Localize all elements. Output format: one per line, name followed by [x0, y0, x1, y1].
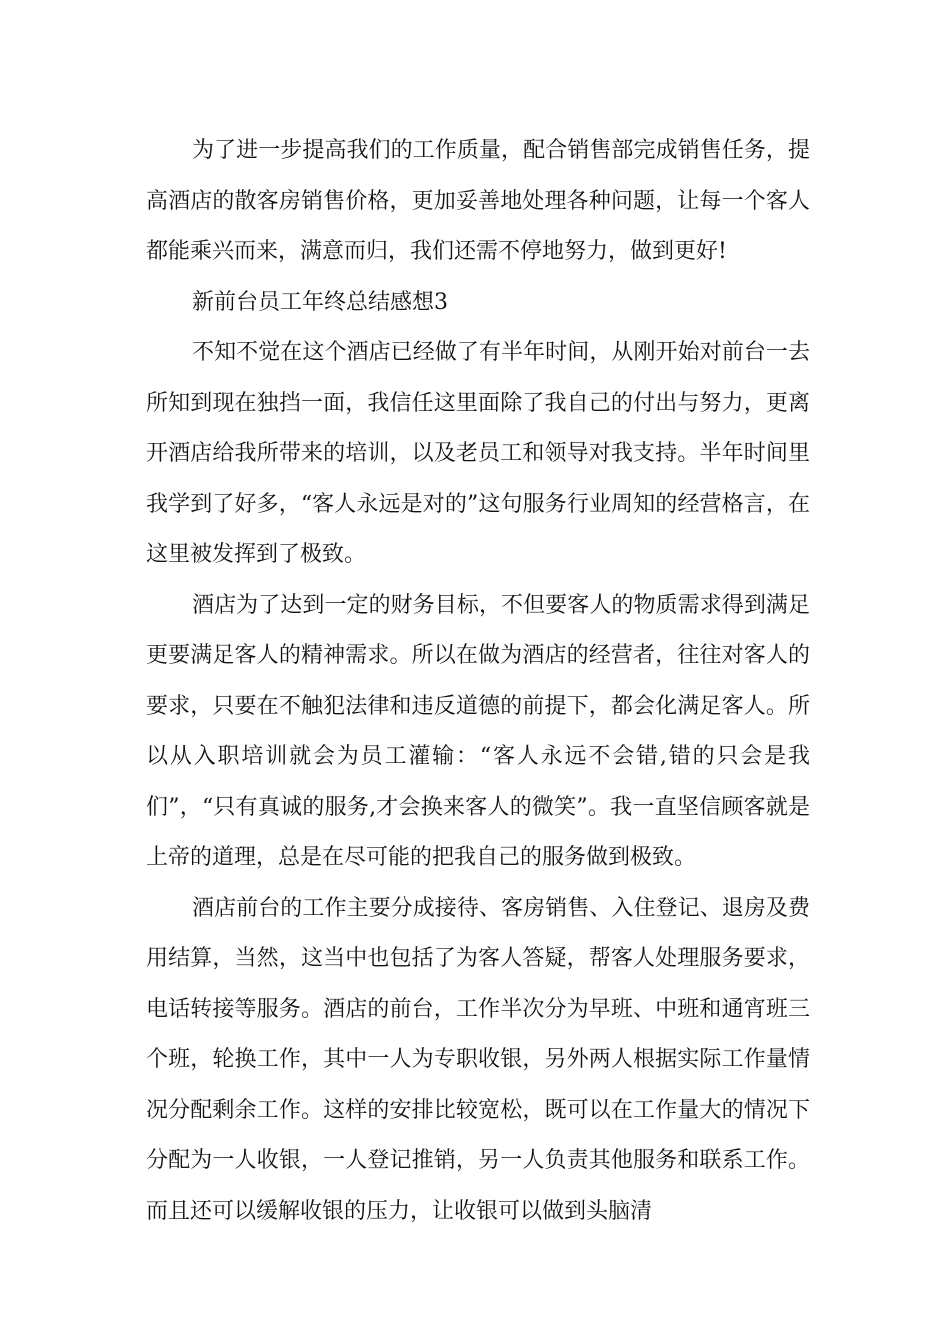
- document-body: [146, 126, 810, 1237]
- paragraph-2: 不知不觉在这个酒店已经做了有半年时间，从刚开始对前台一去所知到现在独挡一面，我信任这里面除了我自己的付出与努力，更离开酒店给我所带来的培训，以及老员工和领导对我支持。半年时间里我学到了好多，“客人永远是对的”这句服务行业周知的经营格言，在这里被发挥到了极致。: [146, 340, 810, 567]
- paragraph-1: 为了进一步提高我们的工作质量，配合销售部完成销售任务，提高酒店的散客房销售价格，更加妥善地处理各种问题，让每一个客人都能乘兴而来，满意而归，我们还需不停地努力，做到更好!: [146, 138, 810, 264]
- paragraph-3: 酒店为了达到一定的财务目标，不但要客人的物质需求得到满足更要满足客人的精神需求。所以在做为酒店的经营者，往往对客人的要求，只要在不触犯法律和违反道德的前提下，都会化满足客人。所以从入职培训就会为员工灌输：“客人永远不会错,错的只会是我们”，“只有真诚的服务,才会换来客人的微笑”。我一直坚信顾客就是上帝的道理，总是在尽可能的把我自己的服务做到极致。: [146, 592, 810, 870]
- section-heading: 新前台员工年终总结感想3: [192, 289, 448, 315]
- paragraph-4: 酒店前台的工作主要分成接待、客房销售、入住登记、退房及费用结算，当然，这当中也包括了为客人答疑，帮客人处理服务要求，电话转接等服务。酒店的前台，工作半次分为早班、中班和通宵班三个班，轮换工作，其中一人为专职收银，另外两人根据实际工作量情况分配剩余工作。这样的安排比较宽松，既可以在工作量大的情况下分配为一人收银，一人登记推销，另一人负责其他服务和联系工作。而且还可以缓解收银的压力，让收银可以做到头脑清: [146, 895, 810, 1224]
